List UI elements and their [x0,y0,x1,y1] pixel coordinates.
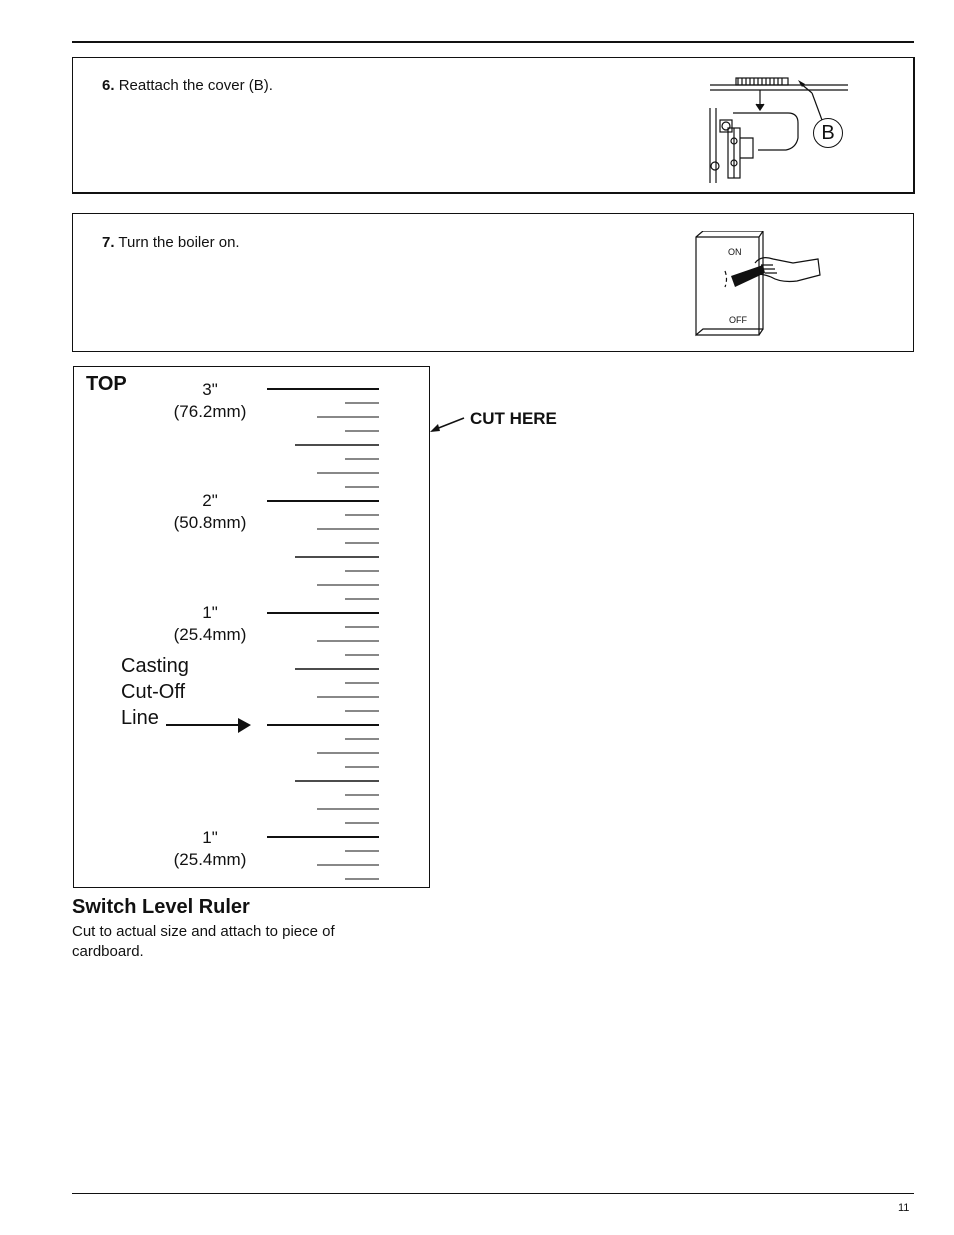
switch-level-ruler [73,366,430,888]
switch-off-label: OFF [729,315,747,325]
step-7-box [72,213,914,352]
switch-on-label: ON [728,247,742,257]
mark-1in-lower-mm: (25.4mm) [173,850,247,869]
top-rule [72,41,914,43]
mark-3in-inch: 3" [202,380,218,399]
casting-line-3: Line [121,707,159,729]
mark-2in-mm: (50.8mm) [173,513,247,532]
mark-3in-mm: (76.2mm) [173,402,247,421]
ruler-top-label: TOP [86,373,127,395]
step-6-number: 6. [102,77,115,94]
cut-here-label: CUT HERE [470,409,557,428]
mark-2in-inch: 2" [202,491,218,510]
ruler-ticks [74,367,429,887]
step-6-text [102,77,273,94]
step-7-number: 7. [102,234,115,251]
step-6-box [72,57,915,194]
page-number: 11 [898,1202,910,1214]
step-6-instruction: Reattach the cover (B). [118,77,273,94]
ruler-title: Switch Level Ruler [72,896,250,918]
callout-b: B [813,118,843,148]
casting-line-1: Casting [121,655,189,677]
step-7-text [102,234,240,251]
mark-1in-lower-inch: 1" [202,828,218,847]
switch-illustration [693,231,823,339]
ruler-description: Cut to actual size and attach to piece of cardboard. [72,923,335,960]
step-7-instruction: Turn the boiler on. [118,234,240,251]
casting-arrow-icon [238,718,251,733]
mark-1in-upper-inch: 1" [202,603,218,622]
cut-here-arrow-icon [428,415,468,435]
mark-1in-upper-mm: (25.4mm) [173,625,247,644]
bottom-rule [72,1193,914,1194]
casting-line-2: Cut-Off [121,681,186,703]
